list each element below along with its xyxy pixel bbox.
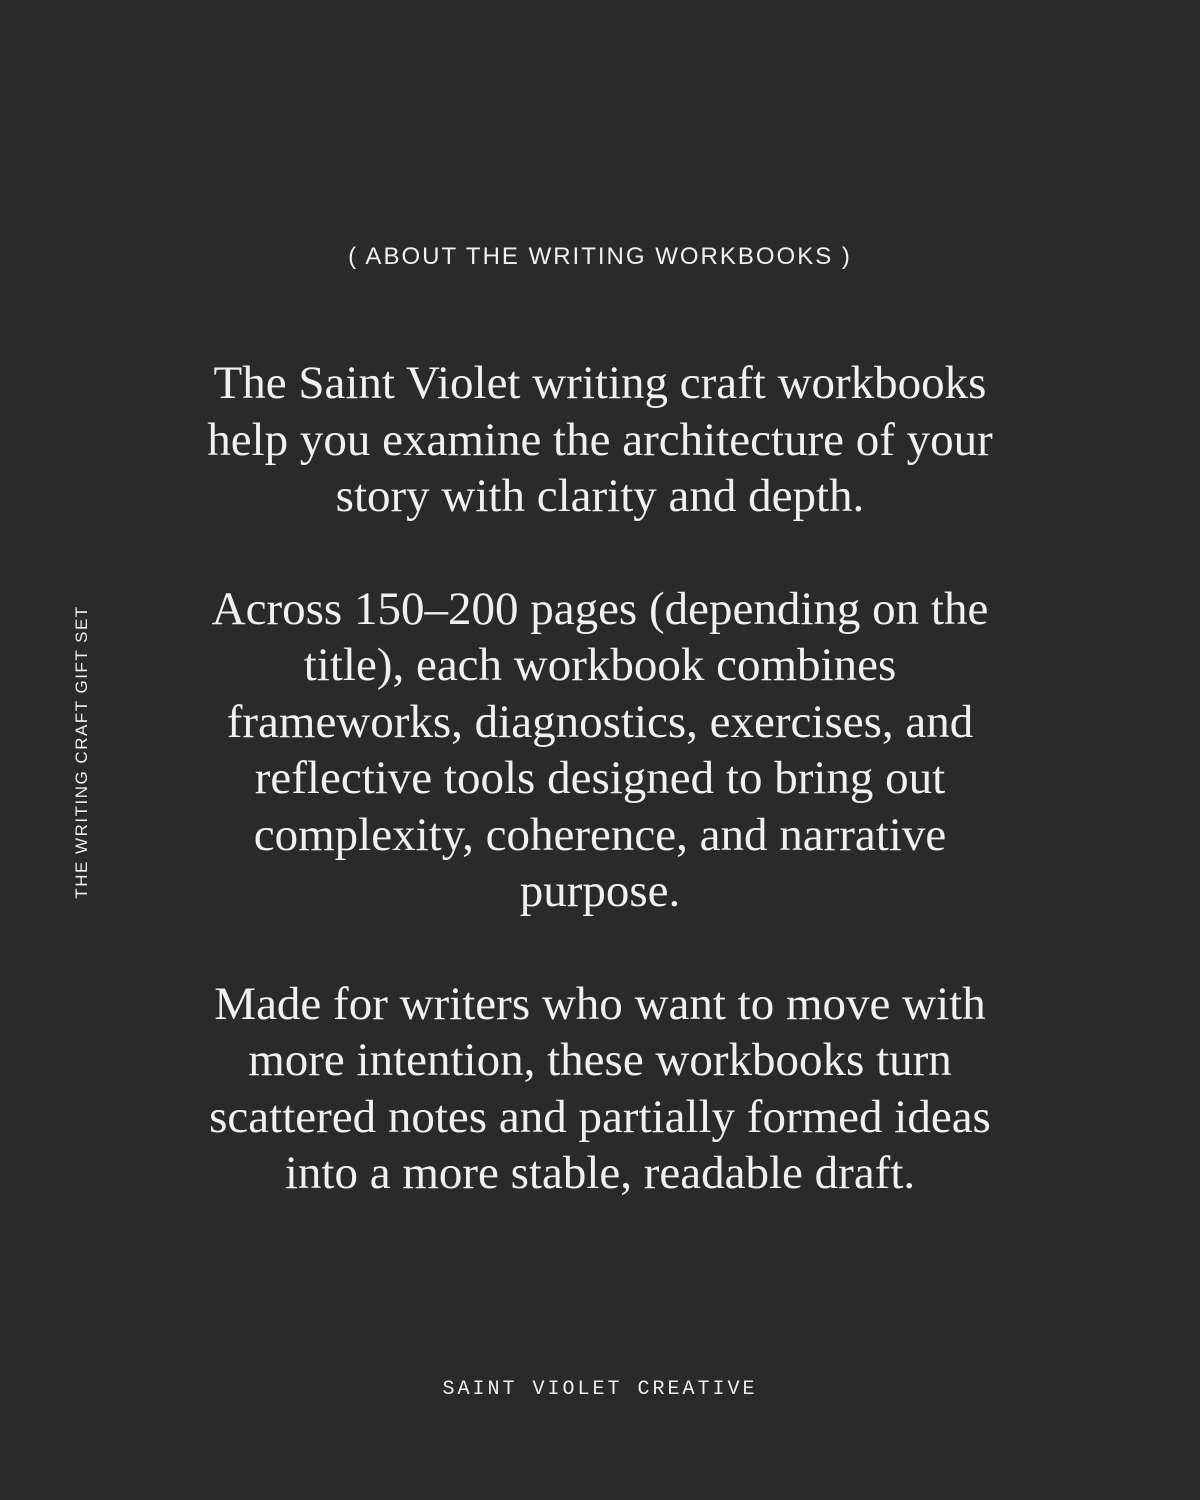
side-label: THE WRITING CRAFT GIFT SET	[72, 605, 91, 899]
paragraph-intro: The Saint Violet writing craft workbooks help you examine the architecture of your story with clarity and depth.	[207, 357, 993, 522]
body-copy	[185, 355, 1015, 1202]
brand-footer: SAINT VIOLET CREATIVE	[442, 1378, 758, 1401]
paragraph-audience: Made for writers who want to move with more intention, these workbooks turn scattered notes and partially formed ideas into a more stable, readable draft.	[209, 977, 991, 1199]
section-eyebrow: ( ABOUT THE WRITING WORKBOOKS )	[348, 243, 852, 270]
paragraph-details: Across 150–200 pages (depending on the title), each workbook combines frameworks, diagnostics, exercises, and reflective tools designed to bring out complexity, coherence, and narrative purpose.	[211, 582, 989, 917]
